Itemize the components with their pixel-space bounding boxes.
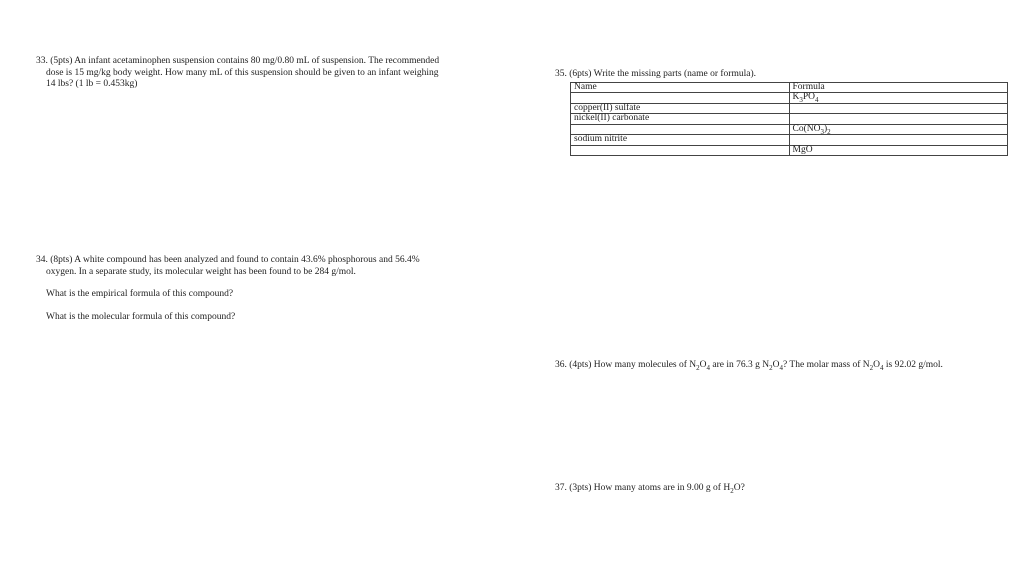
table-row xyxy=(571,103,1008,114)
question-33 xyxy=(36,56,476,91)
q35-prompt: 35. (6pts) Write the missing parts (name or formula). xyxy=(555,69,757,79)
table-row xyxy=(571,93,1008,104)
q36-sub-6: 4 xyxy=(880,363,884,372)
q36-text-2: O xyxy=(699,360,707,370)
q36-sub-3: 2 xyxy=(769,363,773,372)
q36-sub-4: 4 xyxy=(779,363,784,372)
name-cell: copper(II) sulfate xyxy=(571,103,790,114)
q36-text-5: ? The molar mass of N xyxy=(783,360,870,370)
q34-part-a: What is the empirical formula of this compound? xyxy=(46,289,234,299)
name-cell[interactable] xyxy=(571,145,790,156)
name-cell[interactable] xyxy=(571,124,790,135)
formula-subscript: 2 xyxy=(827,127,831,136)
q36-sub-1: 2 xyxy=(696,363,700,372)
name-cell: sodium nitrite xyxy=(571,135,790,146)
q34-part-b: What is the molecular formula of this compound? xyxy=(46,311,236,322)
formula-text: MgO xyxy=(792,144,813,155)
question-35 xyxy=(555,69,1010,156)
formula-cell xyxy=(789,145,1008,156)
q33-line-1: 33. (5pts) An infant acetaminophen suspension contains 80 mg/0.80 mL of suspension. The recommended xyxy=(36,56,440,66)
table-row xyxy=(571,124,1008,135)
formula-subscript: 4 xyxy=(815,95,819,104)
q36-text-1: 36. (4pts) How many molecules of N xyxy=(555,360,697,370)
q37-text-1: 37. (3pts) How many atoms are in 9.00 g of H xyxy=(555,483,731,493)
question-34 xyxy=(36,255,476,323)
formula-column-header: Formula xyxy=(789,82,1008,93)
name-cell[interactable] xyxy=(571,93,790,104)
table-row xyxy=(571,135,1008,146)
table-row xyxy=(571,145,1008,156)
q33-line-2: dose is 15 mg/kg body weight. How many mL of this suspension should be given to an infant weighing xyxy=(46,67,439,78)
formula-text: ) xyxy=(823,123,828,134)
q36-sub-2: 4 xyxy=(706,363,711,372)
name-cell: nickel(II) carbonate xyxy=(571,114,790,125)
q36-text-7: is 92.02 g/mol. xyxy=(883,360,943,370)
formula-subscript: 3 xyxy=(820,127,824,136)
name-formula-table xyxy=(570,82,1008,157)
formula-text: PO xyxy=(802,92,816,102)
q36-sub-5: 2 xyxy=(869,363,874,372)
q37-sub-1: 2 xyxy=(730,486,734,495)
formula-cell xyxy=(789,124,1008,135)
formula-subscript: 3 xyxy=(799,95,803,104)
q36-text-3: are in 76.3 g N xyxy=(710,360,770,370)
formula-cell[interactable] xyxy=(789,114,1008,125)
q34-line-1: 34. (8pts) A white compound has been analyzed and found to contain 43.6% phosphorous and 56.4% xyxy=(36,255,420,265)
formula-cell[interactable] xyxy=(789,103,1008,114)
table-header-row xyxy=(571,82,1008,93)
q33-line-3: 14 lbs? (1 lb = 0.453kg) xyxy=(46,79,138,89)
q34-line-2: oxygen. In a separate study, its molecular weight has been found to be 284 g/mol. xyxy=(46,266,356,277)
question-37 xyxy=(555,483,955,495)
q36-text-6: O xyxy=(873,360,881,370)
table-row xyxy=(571,114,1008,125)
q36-text-4: O xyxy=(772,360,780,370)
formula-cell[interactable] xyxy=(789,135,1008,146)
formula-text: K xyxy=(792,92,800,102)
name-column-header: Name xyxy=(571,82,790,93)
q37-text-2: O? xyxy=(733,483,745,493)
formula-text: Co(NO xyxy=(792,123,821,134)
question-36 xyxy=(555,360,1015,372)
formula-cell xyxy=(789,93,1008,104)
